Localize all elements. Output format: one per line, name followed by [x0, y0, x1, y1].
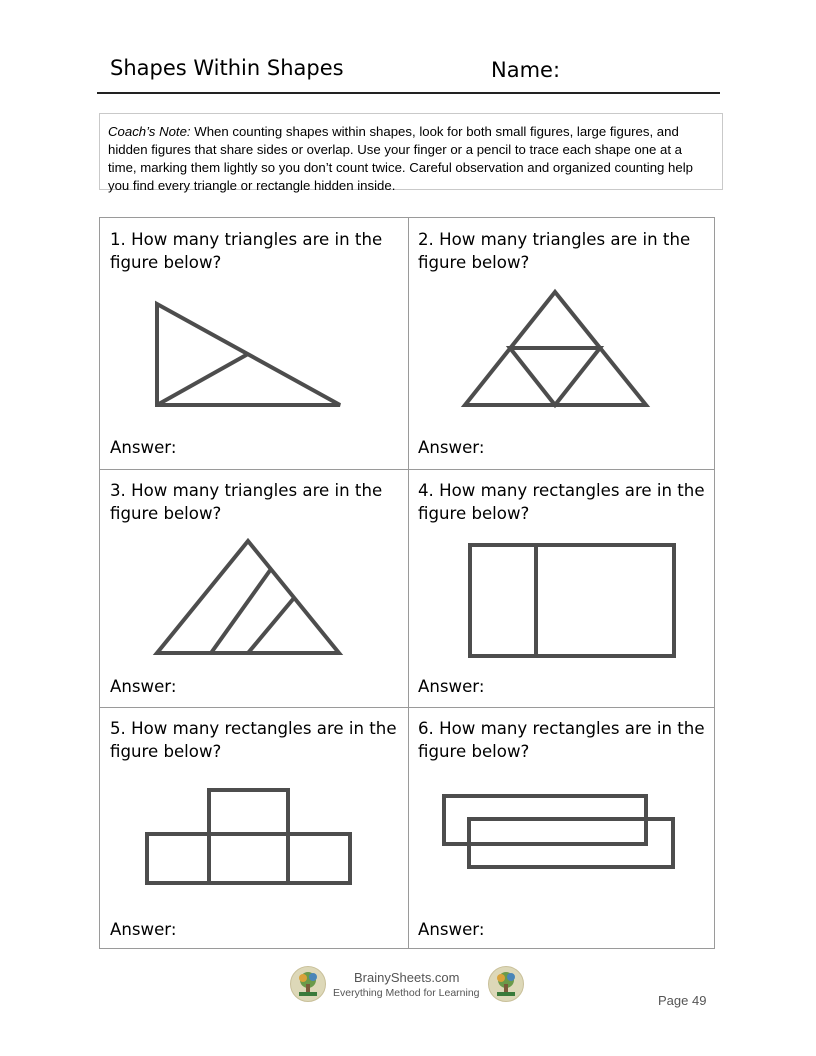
answer-label: Answer: — [418, 920, 485, 939]
question-text: 2. How many triangles are in the figure below? — [418, 230, 691, 272]
name-label: Name: — [491, 58, 561, 82]
brainysheets-logo-icon — [290, 966, 326, 1002]
question-cell-2 — [408, 218, 716, 469]
answer-label: Answer: — [110, 677, 177, 696]
rectangle-figure — [100, 707, 408, 950]
triangle-figure — [408, 218, 716, 469]
triangle-figure — [100, 218, 408, 469]
question-text: 4. How many rectangles are in the figure below? — [418, 481, 705, 523]
coach-note-text: When counting shapes within shapes, look for both small figures, large figures, and hidden figures that share sides or overlap. Use your finger or a pencil to trace each shape one at a time, marking them lightly so you don’t count twice. Careful observation and organized counting help you find every triangle or rectangle hidden inside. — [108, 124, 693, 193]
question-text: 6. How many rectangles are in the figure below? — [418, 719, 705, 761]
footer-tagline: Everything Method for Learning — [333, 987, 480, 999]
answer-label: Answer: — [418, 677, 485, 696]
header-divider — [97, 92, 720, 94]
question-cell-4 — [408, 469, 716, 707]
footer-site: BrainySheets.com — [354, 970, 460, 985]
tree-icon — [489, 967, 523, 1001]
tree-icon — [291, 967, 325, 1001]
brainysheets-logo-icon — [488, 966, 524, 1002]
question-text: 1. How many triangles are in the figure below? — [110, 230, 383, 272]
question-cell-1 — [100, 218, 408, 469]
worksheet-title: Shapes Within Shapes — [110, 56, 344, 80]
question-grid — [99, 217, 715, 949]
question-cell-5 — [100, 707, 408, 950]
rectangle-figure — [408, 707, 716, 950]
coach-note-label: Coach’s Note: — [108, 124, 191, 139]
triangle-figure — [100, 469, 408, 707]
question-text: 3. How many triangles are in the figure below? — [110, 481, 383, 523]
question-cell-6 — [408, 707, 716, 950]
answer-label: Answer: — [418, 438, 485, 457]
page-number: Page 49 — [658, 993, 707, 1008]
coach-note — [99, 113, 723, 193]
question-cell-3 — [100, 469, 408, 707]
question-text: 5. How many rectangles are in the figure below? — [110, 719, 397, 761]
rectangle-figure — [408, 469, 716, 707]
answer-label: Answer: — [110, 438, 177, 457]
answer-label: Answer: — [110, 920, 177, 939]
